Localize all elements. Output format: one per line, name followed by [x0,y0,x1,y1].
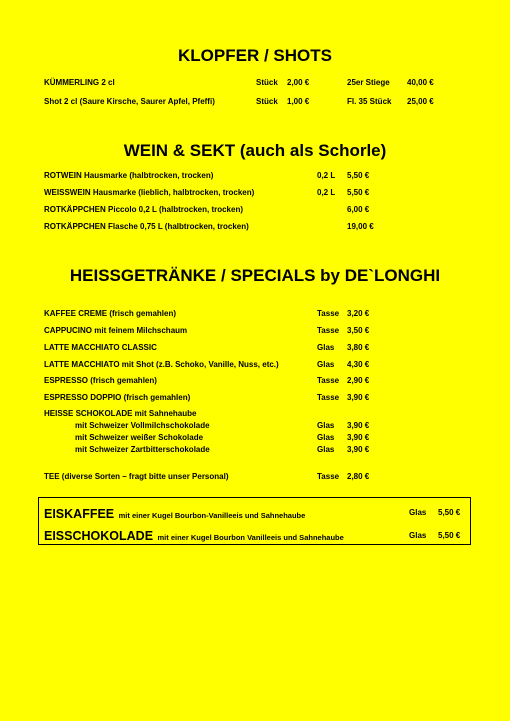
item-name: mit Schweizer weißer Schokolade [75,433,204,442]
item-name: ESPRESSO DOPPIO (frisch gemahlen) [44,393,191,402]
item-name: TEE (diverse Sorten – fragt bitte unser Personal) [44,472,229,481]
item-unit: Glas [317,433,335,442]
item-unit-bulk: 25er Stiege [347,78,390,87]
special-row [44,505,305,523]
item-price: 6,00 € [347,205,370,214]
item-price: 5,50 € [347,171,370,180]
item-price: 5,50 € [438,531,461,540]
item-unit: Glas [409,531,427,540]
item-unit: 0,2 L [317,188,336,197]
item-price-bulk: 40,00 € [407,78,434,87]
item-price: 2,00 € [287,78,310,87]
item-name: ROTKÄPPCHEN Piccolo 0,2 L (halbtrocken, trocken) [44,205,244,214]
item-price: 3,80 € [347,343,370,352]
item-unit: Tasse [317,472,340,481]
item-name: ROTKÄPPCHEN Flasche 0,75 L (halbtrocken, trocken) [44,222,249,231]
item-unit: Tasse [317,326,340,335]
special-desc: mit einer Kugel Bourbon-Vanilleeis und Sahnehaube [118,511,306,520]
item-name: KAFFEE CREME (frisch gemahlen) [44,309,177,318]
item-unit: Tasse [317,376,340,385]
item-name: ROTWEIN Hausmarke (halbtrocken, trocken) [44,171,214,180]
item-name: HEISSE SCHOKOLADE mit Sahnehaube [44,409,197,418]
section-heading-hot-drinks: HEISSGETRÄNKE / SPECIALS by DE`LONGHI [69,266,441,285]
item-price: 19,00 € [347,222,374,231]
item-name: Shot 2 cl (Saure Kirsche, Saurer Apfel, Pfeffi) [44,97,215,106]
item-name: mit Schweizer Vollmilchschokolade [75,421,210,430]
special-desc: mit einer Kugel Bourbon Vanilleeis und Sahnehaube [157,533,344,542]
item-unit-bulk: Fl. 35 Stück [347,97,392,106]
item-price: 3,90 € [347,445,370,454]
item-unit: Stück [256,78,278,87]
item-unit: Glas [317,445,335,454]
item-unit: Glas [317,343,335,352]
item-name: KÜMMERLING 2 cl [44,78,115,87]
item-unit: Tasse [317,309,340,318]
item-price: 3,90 € [347,421,370,430]
item-name: CAPPUCINO mit feinem Milchschaum [44,326,188,335]
special-title: EISSCHOKOLADE [44,529,154,543]
item-unit: Glas [317,421,335,430]
item-price: 3,90 € [347,433,370,442]
item-price-bulk: 25,00 € [407,97,434,106]
section-heading-shots: KLOPFER / SHOTS [178,46,332,65]
item-price: 2,90 € [347,376,370,385]
item-unit: Glas [409,508,427,517]
item-name: LATTE MACCHIATO CLASSIC [44,343,157,352]
item-name: mit Schweizer Zartbitterschokolade [75,445,210,454]
special-title: EISKAFFEE [44,507,115,521]
item-name: ESPRESSO (frisch gemahlen) [44,376,157,385]
item-unit: Tasse [317,393,340,402]
item-name: WEISSWEIN Hausmarke (lieblich, halbtrocken, trocken) [44,188,255,197]
item-price: 4,30 € [347,360,370,369]
item-unit: Glas [317,360,335,369]
item-price: 1,00 € [287,97,310,106]
special-row [44,527,344,545]
item-price: 5,50 € [347,188,370,197]
item-price: 2,80 € [347,472,370,481]
item-price: 3,90 € [347,393,370,402]
item-price: 3,20 € [347,309,370,318]
item-name: LATTE MACCHIATO mit Shot (z.B. Schoko, Vanille, Nuss, etc.) [44,360,279,369]
item-price: 3,50 € [347,326,370,335]
item-price: 5,50 € [438,508,461,517]
item-unit: 0,2 L [317,171,336,180]
section-heading-wine: WEIN & SEKT (auch als Schorle) [123,141,387,160]
item-unit: Stück [256,97,278,106]
